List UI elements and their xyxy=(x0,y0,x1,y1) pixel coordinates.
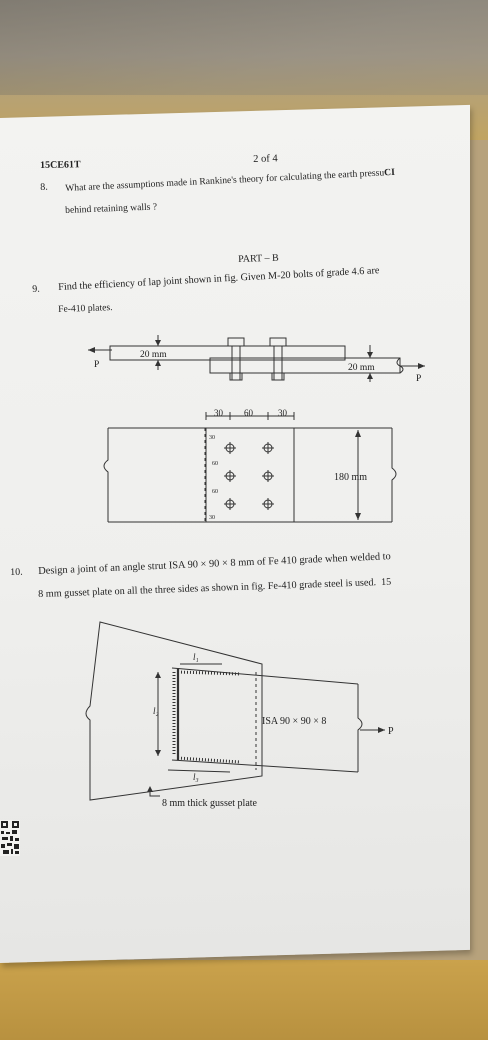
question-10-line-1: Design a joint of an angle strut ISA 90 × 90 × 8 mm of Fe 410 grade when welded to xyxy=(38,551,391,577)
load-arrow-right xyxy=(418,363,425,369)
lap-joint-plan-view xyxy=(0,408,488,528)
dim-row-pitch-60-b: 60 xyxy=(212,489,218,495)
angle-gusset-weld-figure xyxy=(0,610,488,820)
load-label: P xyxy=(388,726,394,737)
dim-edge-30-bottom: 30 xyxy=(209,515,215,521)
lap-joint-side-view xyxy=(0,330,488,400)
top-plate-thickness-label: 20 mm xyxy=(140,350,167,360)
question-8-number: 8. xyxy=(40,181,48,193)
qr-code xyxy=(0,820,20,856)
exam-paper-sheet xyxy=(0,105,470,963)
plate-left-break xyxy=(104,428,108,522)
background-table xyxy=(0,960,488,1040)
dim-row-pitch-60-a: 60 xyxy=(212,461,218,467)
question-10-number: 10. xyxy=(10,566,23,578)
dim-pitch-60: 60 xyxy=(244,408,253,418)
bolt-head-1 xyxy=(228,338,244,346)
plate-width-label: 180 mm xyxy=(334,472,368,483)
angle-section-label: ISA 90 × 90 × 8 xyxy=(262,716,327,727)
weld-length-l3: l₃ xyxy=(193,772,199,782)
bottom-plate-thickness-label: 20 mm xyxy=(348,363,375,373)
load-label-right: P xyxy=(416,374,422,384)
question-9-line-2: Fe-410 plates. xyxy=(58,302,113,315)
dim-edge-30-left: 30 xyxy=(214,408,223,418)
angle-bottom-edge xyxy=(172,760,358,772)
load-arrow xyxy=(378,727,385,733)
gusset-plate-label: 8 mm thick gusset plate xyxy=(162,798,257,809)
load-arrow-left xyxy=(88,347,95,353)
part-b-heading: PART – B xyxy=(238,252,279,265)
angle-top-edge xyxy=(172,668,358,684)
question-8-line-1: What are the assumptions made in Rankine's theory for calculating the earth pressuCI xyxy=(65,166,396,194)
bolt-head-2 xyxy=(270,338,286,346)
question-9-number: 9. xyxy=(32,283,40,295)
bolt-holes xyxy=(224,442,274,510)
dim-edge-30-right: 30 xyxy=(278,408,287,418)
weld-length-l2: l₂ xyxy=(153,706,159,716)
question-10-line-2: 8 mm gusset plate on all the three sides as shown in fig. Fe-410 grade steel is used. 15 xyxy=(38,576,392,600)
load-label-left: P xyxy=(94,360,100,370)
paper-code: 15CE61T xyxy=(40,159,81,171)
question-8-line-2: behind retaining walls ? xyxy=(65,201,158,216)
dim-edge-30-top: 30 xyxy=(209,435,215,441)
plate-right-break xyxy=(392,428,396,522)
question-9-line-1: Find the efficiency of lap joint shown in fig. Given M-20 bolts of grade 4.6 are xyxy=(58,265,380,293)
page-number: 2 of 4 xyxy=(253,153,278,165)
weld-length-l1: l₁ xyxy=(193,652,199,662)
